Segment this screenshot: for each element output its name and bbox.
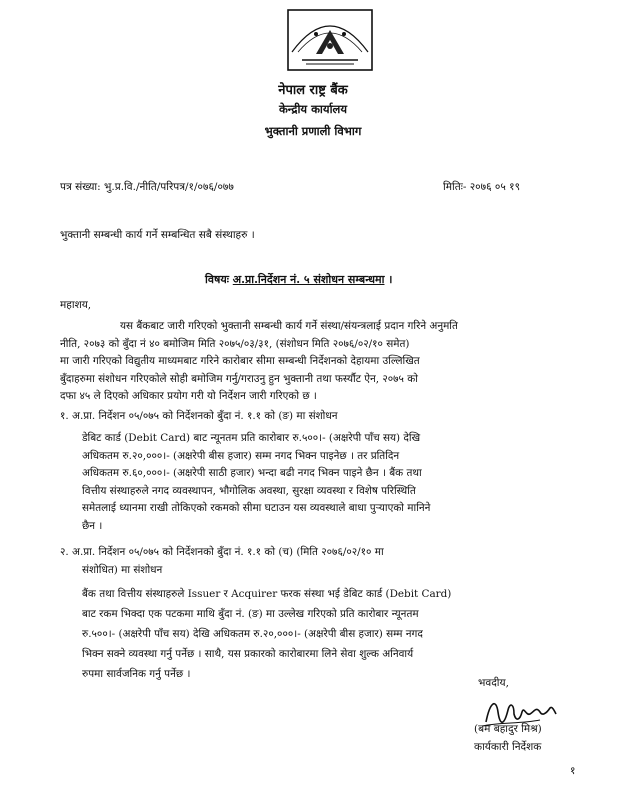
point-2-line: भिक्न सक्ने व्यवस्था गर्नु पर्नेछ । साथै, यस प्रकारको कारोबारमा लिने सेवा शुल्क अनिवार्य <box>82 648 414 660</box>
bank-name: नेपाल राष्ट्र बैंक <box>278 83 348 98</box>
point-1-line: अधिकतम रु.६०,०००।- (अक्षरेपी साठी हजार) भन्दा बढी नगद भिक्न पाइने छैन । बैंक तथा <box>82 467 422 479</box>
point-2-heading-line: २. अ.प्रा. निर्देशन ०५/०७५ को निर्देशनको बुँदा नं. १.१ को (च) (मिति २०७६/०२/१० मा <box>60 546 384 558</box>
point-1-line: अधिकतम रु.२०,०००।- (अक्षरेपी बीस हजार) सम्म नगद भिक्न पाइनेछ । तर प्रतिदिन <box>82 449 400 462</box>
letter-date: मितिः- २०७६ ०५ १९ <box>443 181 521 193</box>
intro-line: यस बैंकबाट जारी गरिएको भुक्तानी सम्बन्धी कार्य गर्ने संस्था/संयन्त्रलाई प्रदान गरिने अनुमति <box>120 320 458 332</box>
intro-paragraph <box>60 318 580 406</box>
subject-prefix: विषयः <box>205 273 233 286</box>
intro-line: मा जारी गरिएको विद्युतीय माध्यमबाट गरिने कारोबार सीमा सम्बन्धी निर्देशनको देहायमा उल्लिखित <box>60 355 420 367</box>
point-2-line: रु.५००।- (अक्षरेपी पाँच सय) देखि अधिकतम रु.२०,०००।- (अक्षरेपी बीस हजार) सम्म नगद <box>82 628 423 640</box>
intro-line: दफा ४५ ले दिएको अधिकार प्रयोग गरी यो निर्देशन जारी गरिएको छ । <box>60 390 317 402</box>
closing-regards: भवदीय, <box>478 677 509 689</box>
point-2-heading <box>60 544 580 579</box>
intro-line: बुँदाहरुमा संशोधन गरिएकोले सोही बमोजिम गर्नु/गराउनु हुन भुक्तानी तथा फर्स्यौट ऐन, २०७५ को <box>60 372 418 385</box>
department-name: भुक्तानी प्रणाली विभाग <box>264 124 362 138</box>
point-1-body <box>82 430 582 535</box>
subject-text: अ.प्रा.निर्देशन नं. ५ संशोधन सम्बन्धमा <box>232 273 385 286</box>
reference-number: पत्र संख्या: भु.प्र.वि./नीति/परिपत्र/१/०७६/०७७ <box>60 181 234 193</box>
intro-line: नीति, २०७३ को बुँदा नं ४० बमोजिम मिति २०७५/०३/३१, (संशोधन मिति २०७६/०२/१० समेत) <box>60 337 410 350</box>
point-1-line: डेबिट कार्ड (Debit Card) बाट न्यूनतम प्रति कारोबार रु.५००।- (अक्षरेपी पाँच सय) देखि <box>82 432 421 444</box>
signatory-name: (बम बहादुर मिश्र) <box>474 723 542 735</box>
subject-line <box>205 272 392 287</box>
signatory-title: कार्यकारी निर्देशक <box>474 741 542 753</box>
salutation: महाशय, <box>60 299 92 311</box>
page-number: १ <box>570 765 576 777</box>
office-name: केन्द्रीय कार्यालय <box>278 102 348 116</box>
point-2-line: बाट रकम भिक्दा एक पटकमा माथि बुँदा नं. (ङ) मा उल्लेख गरिएको प्रति कारोबार न्यूनतम <box>82 608 419 620</box>
point-2-heading-line: संशोधित) मा संशोधन <box>82 563 163 576</box>
point-2-line: बैंक तथा वित्तीय संस्थाहरुले Issuer र Acquirer फरक संस्था भई डेबिट कार्ड (Debit Card) <box>82 588 452 600</box>
point-1-line: समेतलाई ध्यानमा राखी तोकिएको रकमको सीमा घटाउन यस व्यवस्थाले बाधा पुऱ्याएको मानिने <box>82 502 431 514</box>
subject-suffix: । <box>384 273 393 286</box>
point-2-body <box>82 584 582 684</box>
point-1-line: वित्तीय संस्थाहरुले नगद व्यवस्थापन, भौगोलिक अवस्था, सुरक्षा व्यवस्था र विशेष परिस्थिति <box>82 484 416 497</box>
point-1-heading: १. अ.प्रा. निर्देशन ०५/०७५ को निर्देशनको बुँदा नं. १.१ को (ङ) मा संशोधन <box>60 410 338 422</box>
bank-seal-logo <box>286 8 374 72</box>
point-1-line: छैन । <box>82 519 103 532</box>
point-2-line: रुपमा सार्वजनिक गर्नु पर्नेछ । <box>82 668 191 680</box>
addressee: भुक्तानी सम्बन्धी कार्य गर्ने सम्बन्धित सबै संस्थाहरु । <box>60 229 255 241</box>
